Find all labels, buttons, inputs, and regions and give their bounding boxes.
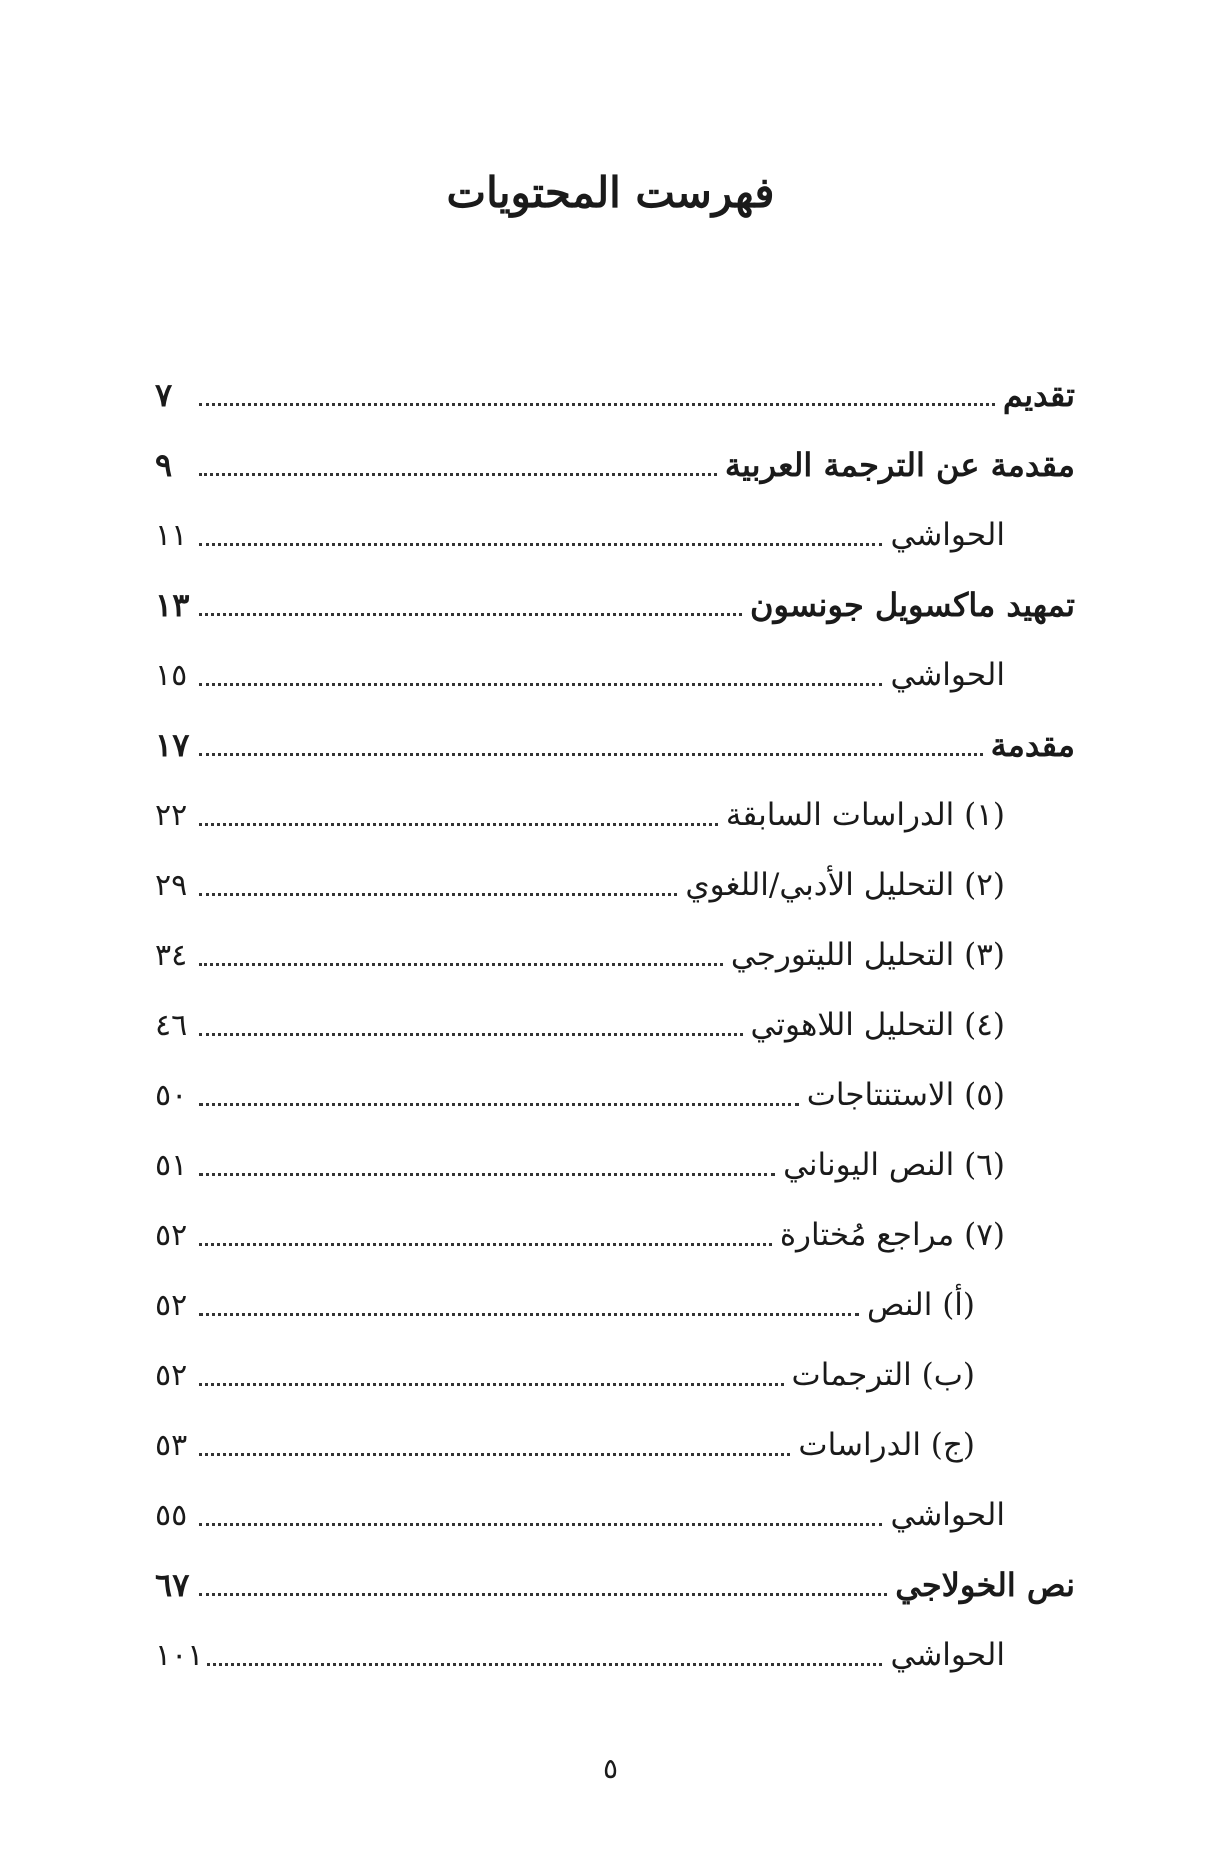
toc-entry-label: نص الخولاجي (895, 1566, 1075, 1604)
toc-entry-page: ١٠١ (155, 1637, 204, 1673)
toc-entry (155, 360, 1075, 430)
toc-entry-label: (١) الدراسات السابقة (725, 797, 1005, 833)
toc-entry (155, 850, 1075, 920)
dot-leader (199, 403, 995, 406)
toc-entry-label: (٣) التحليل الليتورجي (730, 937, 1005, 973)
toc-entry-label: (ب) الترجمات (791, 1357, 975, 1393)
toc-entry-page: ٥٠ (155, 1077, 188, 1113)
toc-entry-label: (أ) النص (866, 1287, 975, 1323)
toc-entry (155, 1410, 1075, 1480)
dot-leader (199, 473, 717, 476)
toc-entry (155, 640, 1075, 710)
toc-entry-page: ١٥ (155, 657, 188, 693)
dot-leader (207, 1663, 882, 1666)
toc-entry-page: ٥١ (155, 1147, 188, 1183)
toc-entry-label: (ج) الدراسات (798, 1427, 975, 1463)
toc-entry (155, 710, 1075, 780)
toc-entry (155, 1060, 1075, 1130)
toc-entry-page: ٥٢ (155, 1287, 188, 1323)
toc-entry (155, 1130, 1075, 1200)
dot-leader (199, 1103, 799, 1106)
page-number: ٥ (602, 1752, 619, 1785)
toc-entry-page: ١١ (155, 517, 188, 553)
dot-leader (199, 1033, 743, 1036)
page-title: فهرست المحتويات (446, 168, 775, 217)
dot-leader (199, 543, 882, 546)
table-of-contents (155, 360, 1075, 1690)
toc-entry-page: ٧ (155, 376, 173, 414)
toc-entry-page: ٦٧ (155, 1566, 190, 1604)
dot-leader (199, 683, 882, 686)
toc-entry-label: (٤) التحليل اللاهوتي (750, 1007, 1005, 1043)
dot-leader (199, 613, 742, 616)
dot-leader (199, 1593, 887, 1596)
toc-entry-page: ٩ (155, 446, 173, 484)
toc-entry (155, 1340, 1075, 1410)
toc-entry-label: الحواشي (890, 1637, 1005, 1673)
dot-leader (199, 963, 723, 966)
toc-entry-label: مقدمة عن الترجمة العربية (724, 446, 1075, 484)
toc-entry-label: الحواشي (890, 1497, 1005, 1533)
toc-entry (155, 570, 1075, 640)
dot-leader (199, 1523, 882, 1526)
toc-entry (155, 1550, 1075, 1620)
toc-entry-page: ٤٦ (155, 1007, 188, 1043)
toc-entry-page: ١٣ (155, 586, 190, 624)
dot-leader (199, 1313, 859, 1316)
toc-entry-page: ٣٤ (155, 937, 188, 973)
toc-entry (155, 1200, 1075, 1270)
toc-entry-page: ٥٢ (155, 1357, 188, 1393)
toc-entry-label: تمهيد ماكسويل جونسون (749, 586, 1075, 624)
toc-entry-page: ٥٥ (155, 1497, 188, 1533)
toc-entry-page: ٥٢ (155, 1217, 188, 1253)
toc-entry (155, 920, 1075, 990)
toc-entry-label: مقدمة (990, 726, 1075, 764)
toc-entry-label: الحواشي (890, 657, 1005, 693)
toc-entry-label: (٢) التحليل الأدبي/اللغوي (685, 867, 1005, 903)
dot-leader (199, 823, 718, 826)
toc-entry-page: ٢٩ (155, 867, 188, 903)
toc-entry-label: (٧) مراجع مُختارة (779, 1217, 1005, 1253)
toc-entry (155, 1480, 1075, 1550)
dot-leader (199, 1383, 784, 1386)
toc-entry-label: (٦) النص اليوناني (783, 1147, 1005, 1183)
dot-leader (199, 893, 677, 896)
toc-entry-label: (٥) الاستنتاجات (806, 1077, 1005, 1113)
dot-leader (199, 753, 983, 756)
toc-entry (155, 780, 1075, 850)
toc-entry-label: تقديم (1002, 376, 1075, 414)
dot-leader (199, 1173, 775, 1176)
toc-entry-label: الحواشي (890, 517, 1005, 553)
toc-entry (155, 1270, 1075, 1340)
toc-entry (155, 1620, 1075, 1690)
dot-leader (199, 1243, 772, 1246)
toc-entry (155, 500, 1075, 570)
dot-leader (199, 1453, 790, 1456)
toc-entry (155, 430, 1075, 500)
toc-entry-page: ٥٣ (155, 1427, 188, 1463)
toc-entry (155, 990, 1075, 1060)
toc-entry-page: ٢٢ (155, 797, 188, 833)
toc-entry-page: ١٧ (155, 726, 190, 764)
